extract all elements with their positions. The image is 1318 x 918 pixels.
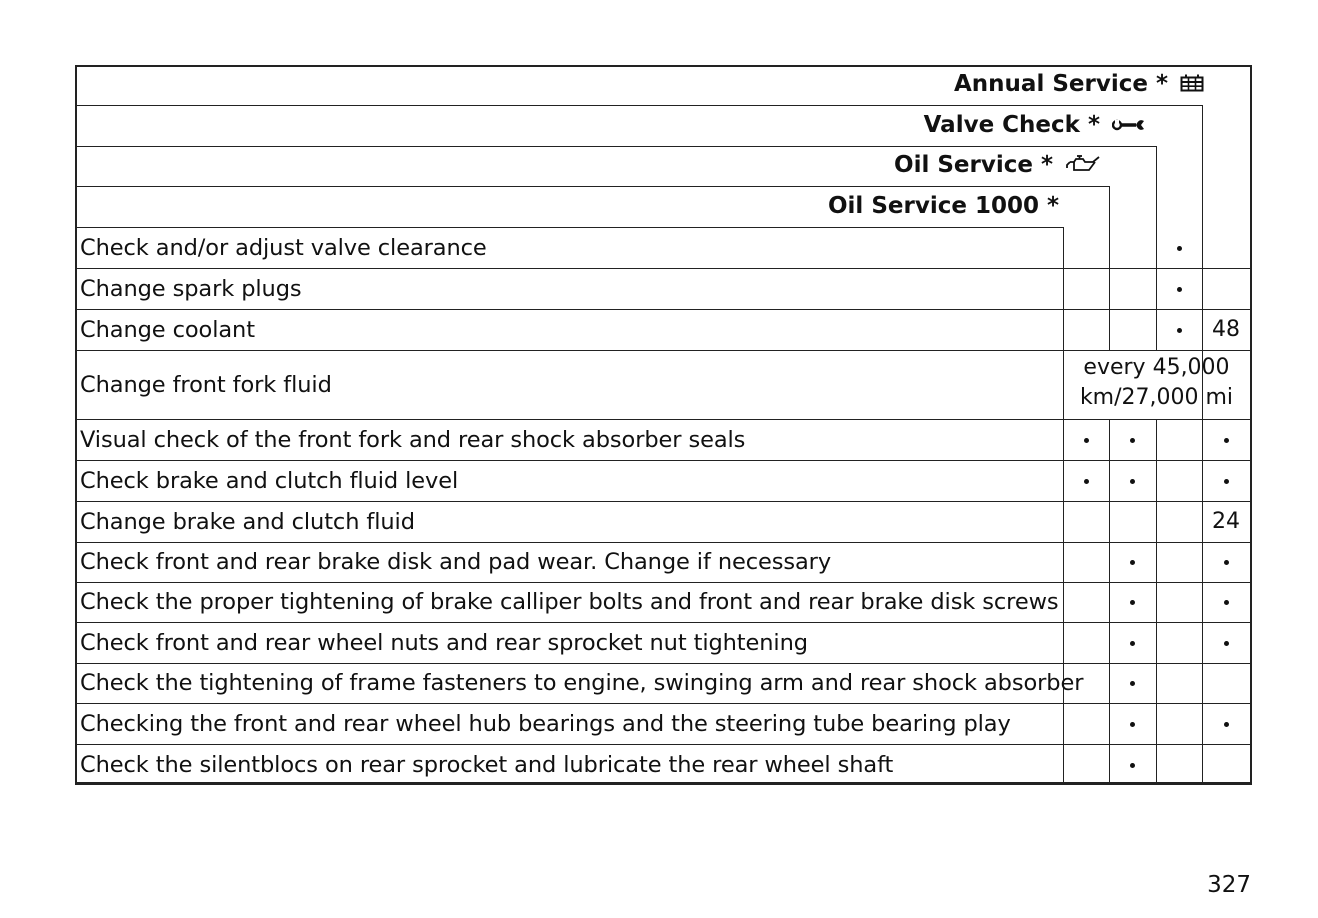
- calendar-icon: [1180, 65, 1204, 105]
- header-oil-label: Oil Service *: [894, 152, 1053, 178]
- row-divider: [75, 268, 1252, 269]
- check-dot-annual: [1224, 479, 1229, 484]
- check-dot-oil: [1130, 438, 1135, 443]
- check-dot-valve: [1177, 328, 1182, 333]
- wrench-icon: [1112, 106, 1146, 146]
- row-label: Check the tightening of frame fasteners to engine, swinging arm and rear shock absorber: [80, 670, 1084, 696]
- header-annual-label: Annual Service *: [954, 71, 1168, 97]
- row-label: Change spark plugs: [80, 275, 302, 302]
- interval-span-cell: [1063, 353, 1250, 413]
- row-label: Check the silentblocs on rear sprocket and lubricate the rear wheel shaft: [80, 751, 894, 778]
- row-divider: [75, 309, 1252, 310]
- oil-can-icon: [1065, 146, 1101, 186]
- row-label: Check and/or adjust valve clearance: [80, 234, 487, 261]
- header-valve-check: [924, 105, 1146, 145]
- check-dot-annual: [1224, 560, 1229, 565]
- page-number: 327: [1207, 872, 1251, 898]
- check-dot-oil1000: [1084, 479, 1089, 484]
- row-divider: [75, 703, 1252, 704]
- row-divider: [75, 582, 1252, 583]
- row-label: Check brake and clutch fluid level: [80, 467, 459, 494]
- check-dot-oil: [1130, 722, 1135, 727]
- row-label: Check front and rear wheel nuts and rear sprocket nut tightening: [80, 629, 808, 656]
- row-label: Visual check of the front fork and rear shock absorber seals: [80, 426, 746, 453]
- header-oil-service: [894, 145, 1101, 185]
- row-label: Change coolant: [80, 316, 255, 343]
- check-dot-oil: [1130, 641, 1135, 646]
- interval-line-2: km/27,000 mi: [1079, 385, 1234, 410]
- row-divider: [75, 350, 1252, 351]
- check-dot-oil1000: [1084, 438, 1089, 443]
- header-oil1000-label: Oil Service 1000 *: [828, 193, 1059, 219]
- check-dot-annual: [1224, 641, 1229, 646]
- row-label: Check the proper tightening of brake calliper bolts and front and rear brake disk screws: [80, 589, 1059, 615]
- check-dot-annual: [1224, 722, 1229, 727]
- row-divider: [75, 419, 1252, 420]
- interval-line-1: every 45,000: [1083, 355, 1230, 380]
- column-divider: [1202, 105, 1203, 785]
- header-oil-service-1000: [828, 186, 1059, 226]
- header-annual-service: [954, 64, 1204, 104]
- row-divider: [75, 501, 1252, 502]
- check-dot-valve: [1177, 287, 1182, 292]
- column-divider: [1109, 419, 1110, 785]
- row-divider: [75, 622, 1252, 623]
- row-divider: [75, 744, 1252, 745]
- row-divider: [75, 542, 1252, 543]
- interval-value-annual: 24: [1212, 508, 1240, 534]
- column-divider: [1063, 227, 1064, 785]
- check-dot-annual: [1224, 600, 1229, 605]
- header-valve-label: Valve Check *: [923, 112, 1100, 138]
- row-label: Checking the front and rear wheel hub bearings and the steering tube bearing play: [80, 710, 1011, 737]
- column-divider: [1156, 146, 1157, 350]
- row-divider: [75, 460, 1252, 461]
- check-dot-oil: [1130, 600, 1135, 605]
- check-dot-valve: [1177, 246, 1182, 251]
- row-label: Change brake and clutch fluid: [80, 508, 415, 535]
- check-dot-oil: [1130, 560, 1135, 565]
- check-dot-oil: [1130, 479, 1135, 484]
- interval-value-annual: 48: [1212, 316, 1240, 342]
- check-dot-oil: [1130, 763, 1135, 768]
- row-label: Change front fork fluid: [80, 371, 332, 398]
- column-divider: [1156, 419, 1157, 785]
- row-divider: [75, 663, 1252, 664]
- check-dot-annual: [1224, 438, 1229, 443]
- header-divider: [75, 227, 1064, 228]
- row-label: Check front and rear brake disk and pad wear. Change if necessary: [80, 549, 832, 575]
- check-dot-oil: [1130, 681, 1135, 686]
